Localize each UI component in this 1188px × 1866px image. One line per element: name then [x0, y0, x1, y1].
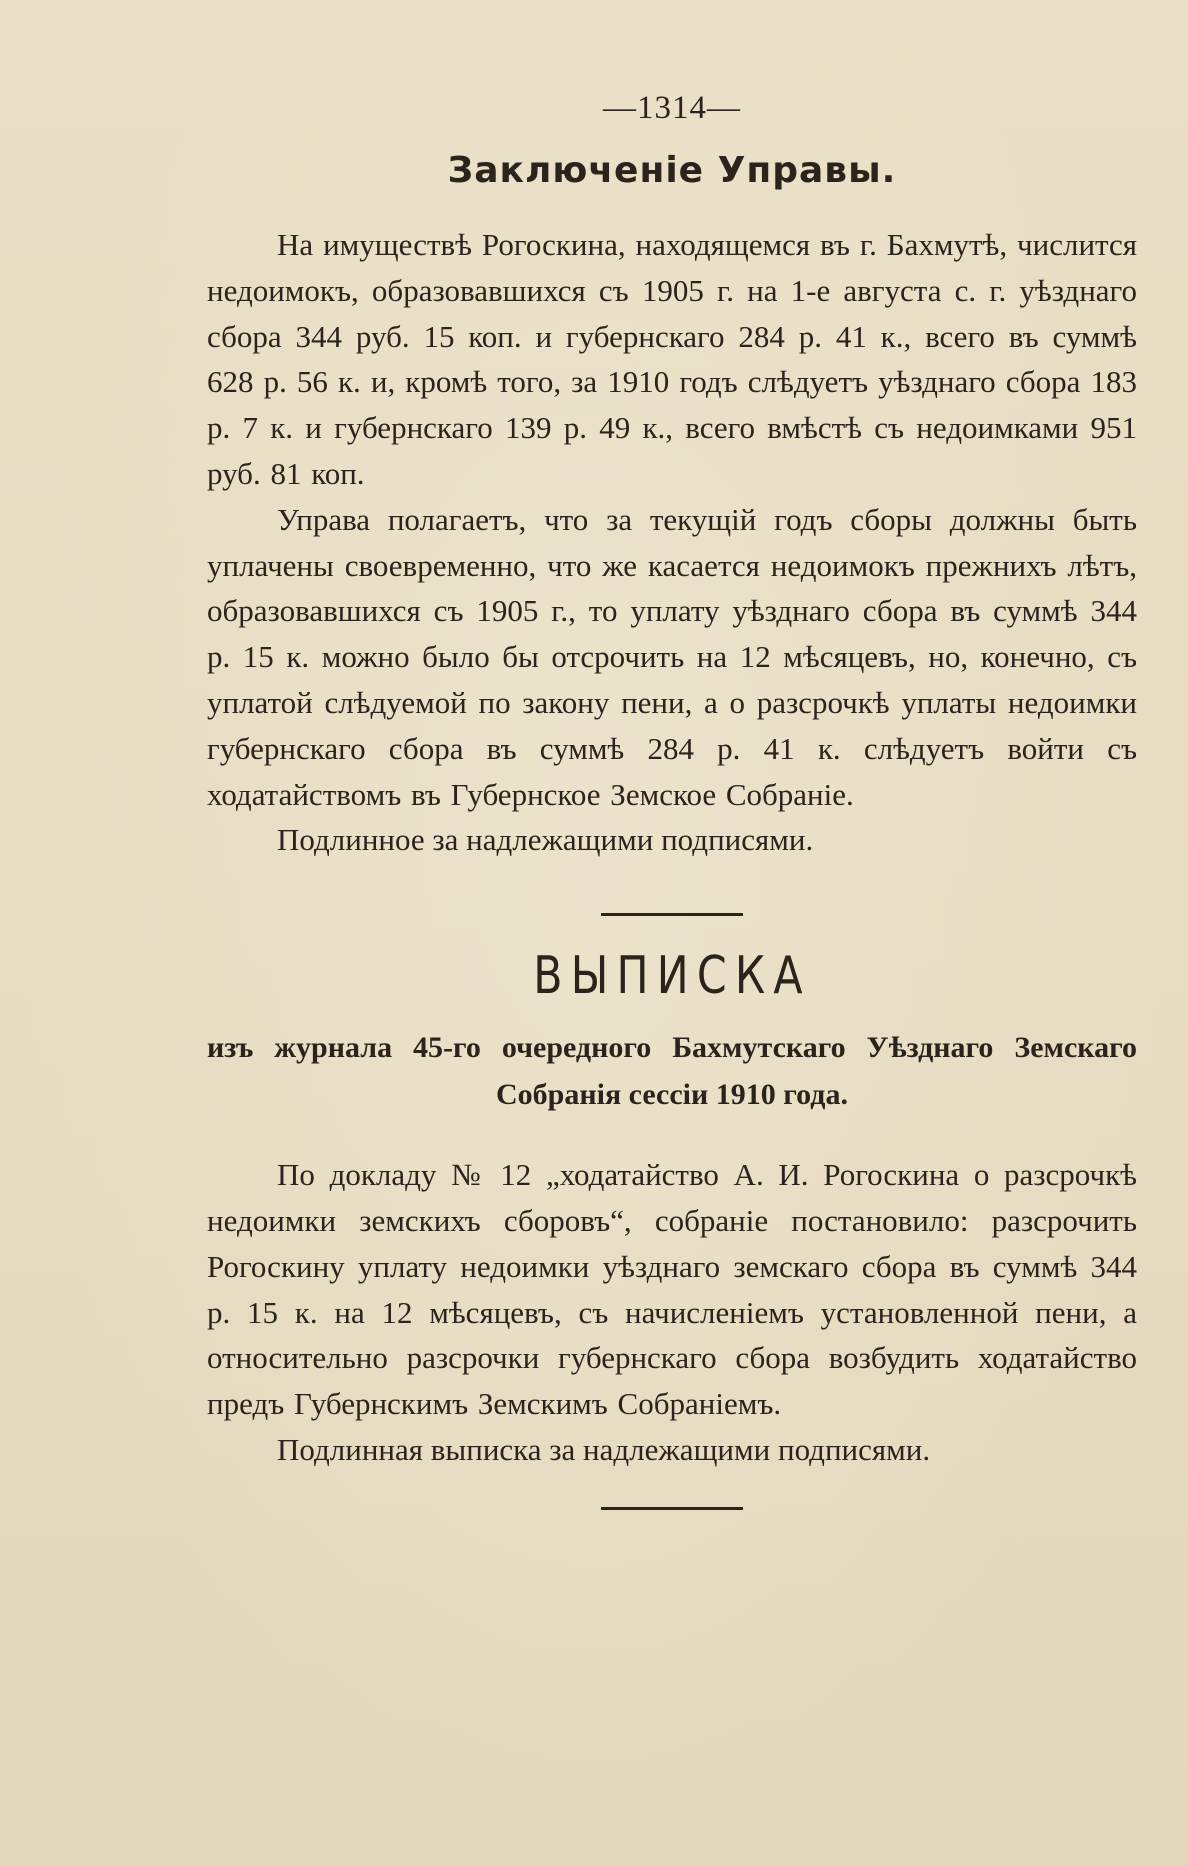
resolution-paragraph: По докладу № 12 „ходатайство А. И. Рогоскина о разсрочкѣ недоимки земскихъ сборовъ“, собраніе постановило: разсрочить Рогоскину уплату недоимки уѣзднаго земскаго сбора въ суммѣ 344 р. 15 к. на 12 мѣсяцевъ, съ начисленіемъ установленной пени, а относительно разсрочки губернскаго сбора возбудить ходатайство предъ Губернскимъ Земскимъ Собраніемъ. [207, 1157, 1137, 1422]
page-content [207, 88, 1137, 1510]
signature-note: Подлинная выписка за надлежащими подписями. [277, 1431, 931, 1467]
section-heading: Заключеніе Управы. [447, 150, 897, 191]
page-number: —1314— [603, 90, 741, 126]
paragraph: На имуществѣ Рогоскина, находящемся въ г. Бахмутѣ, числится недоимокъ, образовавшихся съ 1905 г. на 1-е августа с. г. уѣзднаго сбора 344 руб. 15 коп. и губернскаго 284 р. 41 к., всего въ суммѣ 628 р. 56 к. и, кромѣ того, за 1910 годъ слѣдуетъ уѣзднаго сбора 183 р. 7 к. и губернскаго 139 р. 49 к., всего вмѣстѣ съ недоимками 951 руб. 81 коп. [207, 227, 1137, 491]
divider-rule [601, 913, 743, 916]
divider-rule [601, 1507, 743, 1510]
signature-note: Подлинное за надлежащими подписями. [277, 822, 814, 858]
extract-title: ВЫПИСКА [533, 946, 811, 1007]
extract-subtitle: изъ журнала 45-го очередного Бахмутскаго Уѣзднаго Земскаго Собранія сессіи 1910 года. [207, 1031, 1137, 1112]
paragraph: Управа полагаетъ, что за текущій годъ сборы должны быть уплачены своевременно, что же касается недоимокъ прежнихъ лѣтъ, образовавшихся съ 1905 г., то уплату уѣзднаго сбора въ суммѣ 344 р. 15 к. можно было бы отсрочить на 12 мѣсяцевъ, но, конечно, съ уплатой слѣдуемой по закону пени, а о разсрочкѣ уплаты недоимки губернскаго сбора въ суммѣ 284 р. 41 к. слѣдуетъ войти съ ходатайствомъ въ Губернское Земское Собраніе. [207, 501, 1137, 812]
